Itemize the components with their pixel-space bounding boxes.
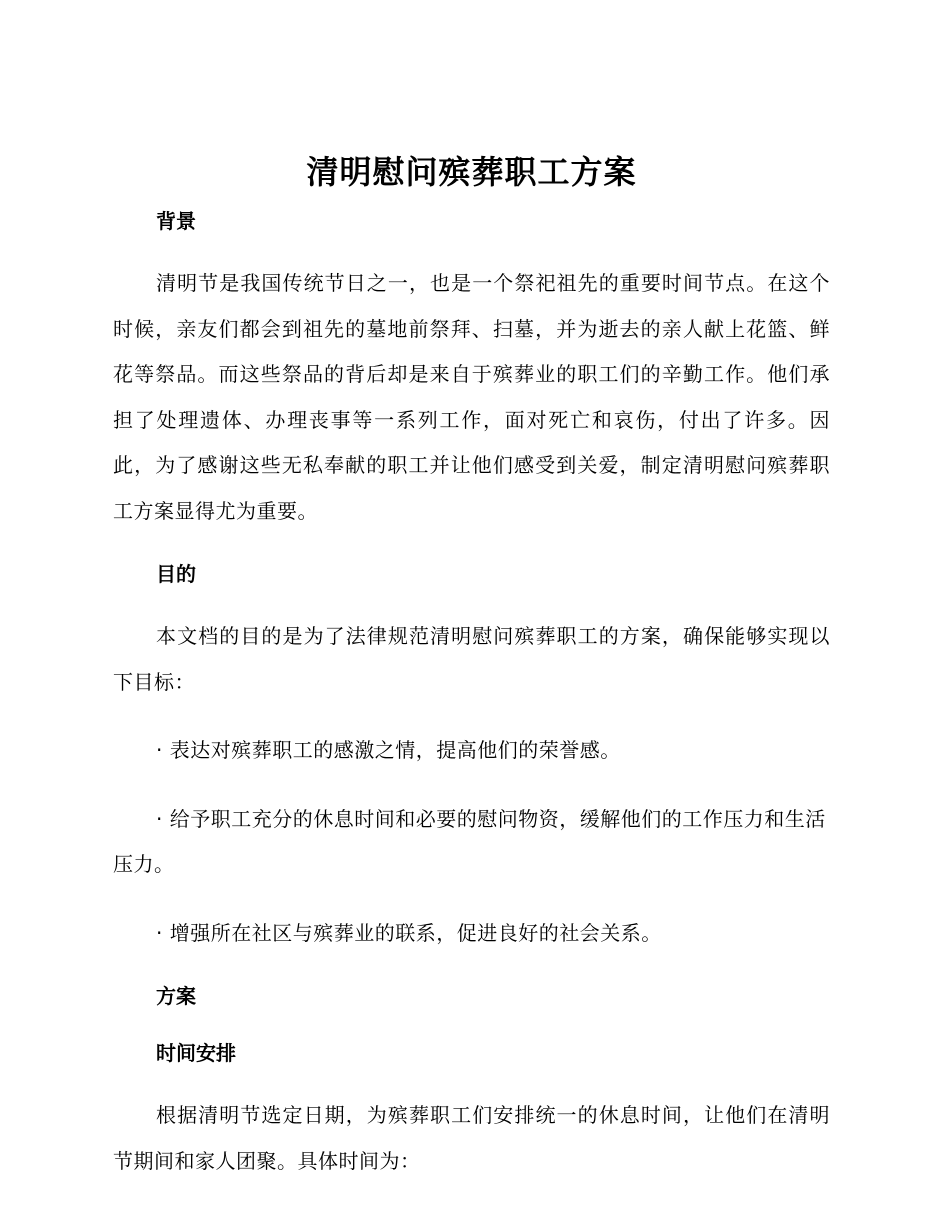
purpose-bullet-3: · 增强所在社区与殡葬业的联系，促进良好的社会关系。 [156,920,662,945]
subsection-heading-schedule: 时间安排 [156,1041,236,1065]
background-paragraph: 清明节是我国传统节日之一，也是一个祭祀祖先的重要时间节点。在这个时候，亲友们都会到祖先的墓地前祭拜、扫墓，并为逝去的亲人献上花篮、鲜花等祭品。而这些祭品的背后却是来自于殡葬业的职工们的辛勤工作。他们承担了处理遗体、办理丧事等一系列工作，面对死亡和哀伤，付出了许多。因此，为了感谢这些无私奉献的职工并让他们感受到关爱，制定清明慰问殡葬职工方案显得尤为重要。 [113,271,830,523]
purpose-bullet-1: · 表达对殡葬职工的感激之情，提高他们的荣誉感。 [156,738,621,762]
schedule-paragraph: 根据清明节选定日期，为殡葬职工们安排统一的休息时间，让他们在清明节期间和家人团聚。具体时间为： [113,1103,830,1173]
purpose-paragraph: 本文档的目的是为了法律规范清明慰问殡葬职工的方案，确保能够实现以下目标： [113,624,830,694]
section-heading-purpose: 目的 [156,562,196,586]
purpose-bullet-2: · 给予职工充分的休息时间和必要的慰问物资，缓解他们的工作压力和生活压力。 [113,806,826,876]
section-heading-plan: 方案 [156,984,196,1008]
section-heading-background: 背景 [156,209,196,233]
document-title: 清明慰问殡葬职工方案 [306,153,637,191]
